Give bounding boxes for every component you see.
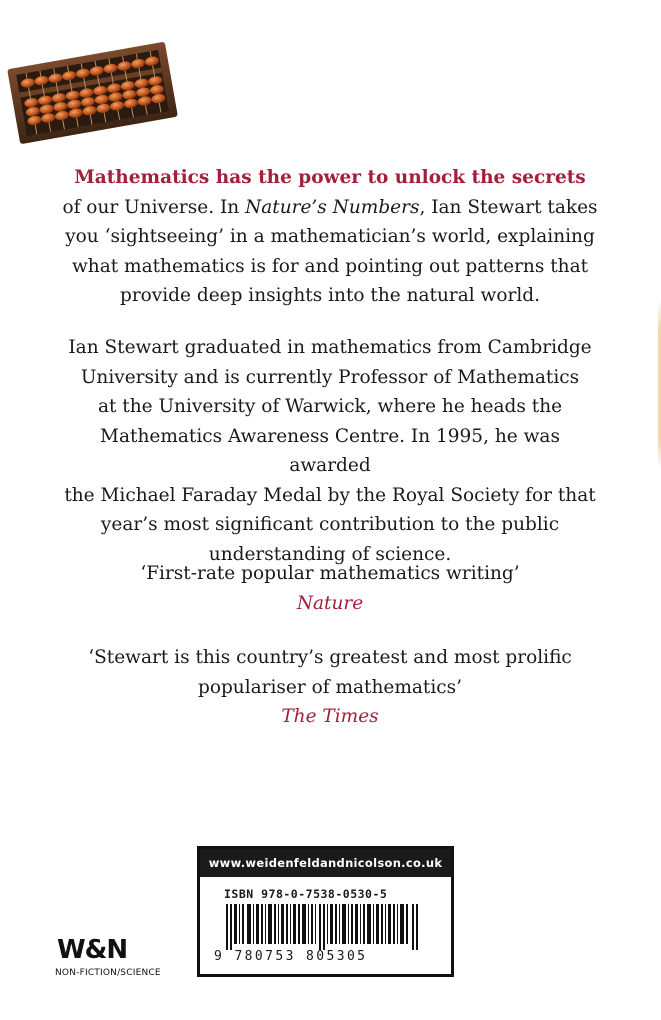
review-quote bbox=[60, 559, 600, 618]
bio-line: the Michael Faraday Medal by the Royal Society for that bbox=[64, 484, 596, 506]
quote-text: populariser of mathematics’ bbox=[197, 676, 462, 698]
publisher-url: www.weidenfeldandnicolson.co.uk bbox=[200, 849, 451, 877]
genre-label: NON-FICTION/SCIENCE bbox=[55, 968, 161, 978]
review-quote bbox=[60, 643, 600, 732]
bio-line: Ian Stewart graduated in mathematics from Cambridge bbox=[68, 337, 592, 358]
quote-text: ‘Stewart is this country’s greatest and most prolific bbox=[88, 647, 572, 668]
publisher-logo: W&N bbox=[57, 935, 128, 965]
blurb-line: you ‘sightseeing’ in a mathematician’s world, explaining bbox=[65, 226, 595, 247]
ean-digits: 9 780753 805305 bbox=[214, 949, 368, 964]
book-title: Nature’s Numbers bbox=[245, 196, 420, 218]
bio-line: Mathematics Awareness Centre. In 1995, he was awarded bbox=[100, 425, 560, 476]
bio-line: year’s most significant contribution to the public bbox=[100, 514, 560, 535]
bio-line: at the University of Warwick, where he heads the bbox=[97, 396, 563, 417]
quote-source: The Times bbox=[281, 706, 379, 727]
abacus-icon bbox=[0, 25, 185, 150]
abacus-illustration bbox=[0, 25, 185, 150]
blurb-paragraph bbox=[60, 163, 600, 311]
bio-line: understanding of science. bbox=[208, 543, 452, 565]
blurb-line: of our Universe. In Nature’s Numbers, Ian Stewart takes bbox=[62, 196, 598, 218]
barcode-icon bbox=[216, 904, 438, 950]
quote-source: Nature bbox=[296, 592, 364, 614]
barcode-box bbox=[197, 846, 454, 977]
isbn-label: ISBN 978-0-7538-0530-5 bbox=[224, 887, 388, 901]
blurb-lead: Mathematics has the power to unlock the secrets bbox=[74, 167, 586, 188]
bio-line: University and is currently Professor of Mathematics bbox=[80, 366, 580, 388]
blurb-line: provide deep insights into the natural world. bbox=[119, 285, 541, 306]
blurb-line: what mathematics is for and pointing out patterns that bbox=[71, 255, 589, 277]
author-bio bbox=[60, 333, 600, 569]
quote-text: ‘First-rate popular mathematics writing’ bbox=[140, 563, 520, 584]
